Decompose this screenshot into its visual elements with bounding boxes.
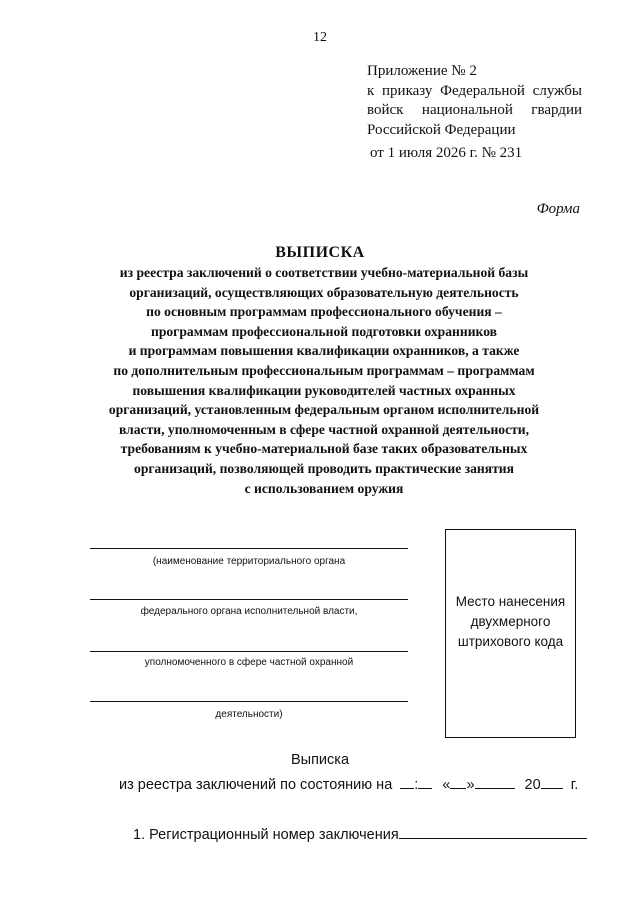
minute-blank: [418, 774, 432, 789]
caption-activity: деятельности): [215, 709, 283, 720]
subtitle-line: программам профессиональной подготовки охранников: [150, 323, 497, 339]
subtitle-line: организаций, установленным федеральным органом исполнительной: [108, 402, 540, 418]
page-number: 12: [313, 30, 327, 45]
organ-name-line-1: [90, 548, 408, 549]
extract-prefix: из реестра заключений по состоянию на: [119, 777, 393, 793]
registration-label: 1. Регистрационный номер заключения: [133, 827, 399, 843]
appendix-block: [367, 62, 582, 164]
time-colon: :: [414, 777, 419, 793]
appendix-country: Российской Федерации: [367, 121, 516, 138]
extract-date-line: [119, 774, 578, 793]
extract-heading: Выписка: [290, 752, 350, 768]
month-blank: [475, 774, 515, 789]
organ-name-line-4: [90, 701, 408, 702]
caption-authorized: уполномоченного в сфере частной охранной: [144, 657, 354, 668]
year-blank: [541, 774, 563, 789]
subtitle-line: организаций, позволяющей проводить практические занятия: [134, 460, 514, 476]
document-subtitle: [88, 263, 560, 498]
document-title: ВЫПИСКА: [275, 244, 365, 261]
subtitle-line: организаций, осуществляющих образовательную деятельность: [129, 284, 519, 300]
registration-number-line: [133, 824, 587, 843]
day-blank: [450, 774, 466, 789]
subtitle-line: повышения квалификации руководителей частных охранных: [132, 382, 516, 398]
subtitle-line: требованиям к учебно-материальной базе таких образовательных: [120, 441, 528, 457]
subtitle-line: по дополнительным профессиональным программам – программам: [113, 362, 535, 378]
appendix-date: от 1 июля 2026 г. № 231: [370, 145, 523, 161]
barcode-line-1: Место нанесения: [455, 594, 566, 609]
appendix-order-ref: к приказу Федеральной службы: [367, 82, 582, 99]
barcode-line-2: двухмерного: [470, 614, 551, 629]
organ-name-line-2: [90, 599, 408, 600]
caption-organ-name: (наименование территориального органа: [152, 556, 346, 567]
barcode-placeholder-text: [446, 592, 575, 652]
quote-open: «: [442, 777, 451, 793]
year-prefix: 20: [524, 777, 541, 793]
caption-federal-organ: федерального органа исполнительной власти,: [140, 606, 358, 617]
subtitle-line: и программам повышения квалификации охранников, а также: [128, 343, 520, 359]
quote-close: »: [466, 777, 475, 793]
subtitle-line: по основным программам профессионального обучения –: [146, 304, 502, 320]
appendix-agency-line: войск национальной гвардии: [367, 102, 582, 118]
subtitle-line: из реестра заключений о соответствии учебно-материальной базы: [119, 265, 529, 280]
registration-number-blank: [399, 824, 587, 839]
organ-name-line-3: [90, 651, 408, 652]
hour-blank: [400, 774, 414, 789]
subtitle-line: с использованием оружия: [244, 480, 404, 496]
barcode-placeholder-box: [445, 529, 576, 738]
form-label: Форма: [536, 201, 580, 217]
appendix-title: Приложение № 2: [367, 63, 477, 79]
subtitle-line: власти, уполномоченным в сфере частной охранной деятельности,: [118, 421, 530, 437]
year-suffix: г.: [570, 777, 579, 793]
barcode-line-3: штрихового кода: [457, 634, 564, 649]
